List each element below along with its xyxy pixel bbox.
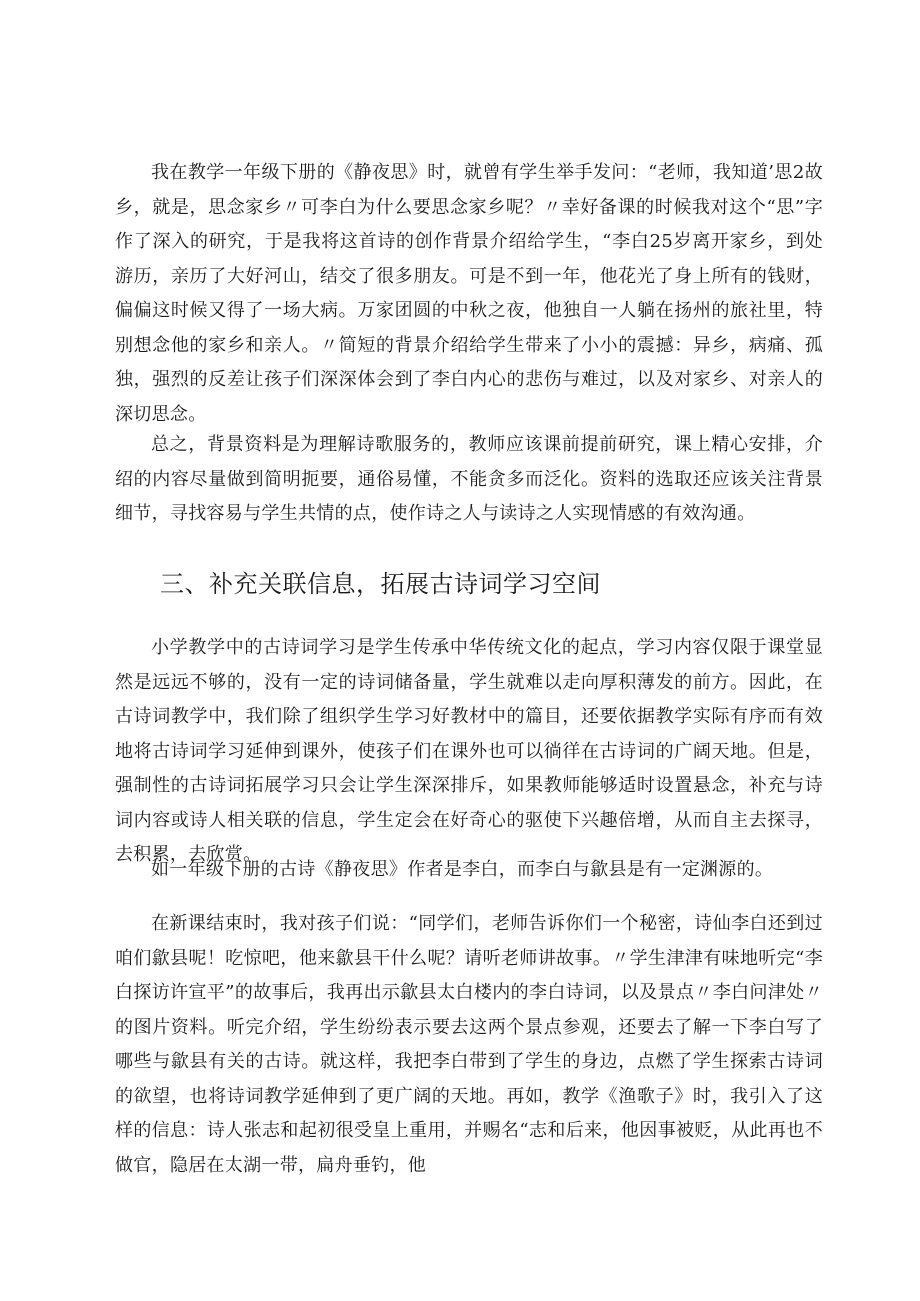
paragraph-text: 在新课结束时，我对孩子们说：“同学们，老师告诉你们一个秘密，诗仙李白还到过咱们歙县呢！吃惊吧，他来歙县干什么呢？请听老师讲故事。〃学生津津有味地听完“李白探访许宣平”的故事后，我再出示歙县太白楼内的李白诗词，以及景点〃李白问津处〃的图片资料。听完介绍，学生纷纷表示要去这两个景点参观，还要去了解一下李白写了哪些与歙县有关的古诗。就这样，我把李白带到了学生的身边，点燃了学生探索古诗词的欲望，也将诗词教学延伸到了更广阔的天地。再如，教学《渔歌子》时，我引入了这样的信息：诗人张志和起初很受皇上重用，并赐名“志和后来，他因事被贬，从此再也不做官，隐居在太湖一带，扁舟垂钓，他	[115, 913, 823, 1176]
paragraph-text: 总之，背景资料是为理解诗歌服务的，教师应该课前提前研究，课上精心安排，介绍的内容尽量做到简明扼要，通俗易懂，不能贪多而泛化。资料的选取还应该关注背景细节，寻找容易与学生共情的点，使作诗之人与读诗之人实现情感的有效沟通。	[115, 434, 823, 524]
paragraph-text: 小学教学中的古诗词学习是学生传承中华传统文化的起点，学习内容仅限于课堂显然是远远不够的，没有一定的诗词储备量，学生就难以走向厚积薄发的前方。因此，在古诗词教学中，我们除了组织学生学习好教材中的篇目，还要依据教学实际有序而有效地将古诗词学习延伸到课外，使孩子们在课外也可以徜徉在古诗词的广阔天地。但是，强制性的古诗词拓展学习只会让学生深深排斥，如果教师能够适时设置悬念，补充与诗词内容或诗人相关联的信息，学生定会在好奇心的驱使下兴趣倍增，从而自主去探寻，去积累，去欣赏。	[115, 637, 823, 865]
paragraph-text: 我在教学一年级下册的《静夜思》时，就曾有学生举手发问：“老师，我知道’思2故乡，就是，思念家乡〃可李白为什么要思念家乡呢？〃幸好备课的时候我对这个“思”字作了深入的研究，于是我将这首诗的创作背景介绍给学生，“李白25岁离开家乡，到处游历，亲历了大好河山，结交了很多朋友。可是不到一年，他花光了身上所有的钱财，偏偏这时候又得了一场大病。万家团圆的中秋之夜，他独自一人躺在扬州的旅社里，特别想念他的家乡和亲人。〃简短的背景介绍给学生带来了小小的震撼：异乡，病痛、孤独，强烈的反差让孩子们深深体会到了李白内心的悲伤与难过，以及对家乡、对亲人的深切思念。	[115, 162, 823, 425]
body-paragraph	[115, 428, 823, 532]
body-paragraph	[115, 156, 823, 432]
section-heading: 三、补充关联信息，拓展古诗词学习空间	[160, 570, 601, 598]
body-paragraph	[115, 631, 823, 873]
body-paragraph	[115, 907, 823, 1183]
paragraph-text: 如一年级下册的古诗《静夜思》作者是李白，而李白与歙县是有一定渊源的。	[151, 859, 774, 880]
body-paragraph	[115, 853, 823, 888]
